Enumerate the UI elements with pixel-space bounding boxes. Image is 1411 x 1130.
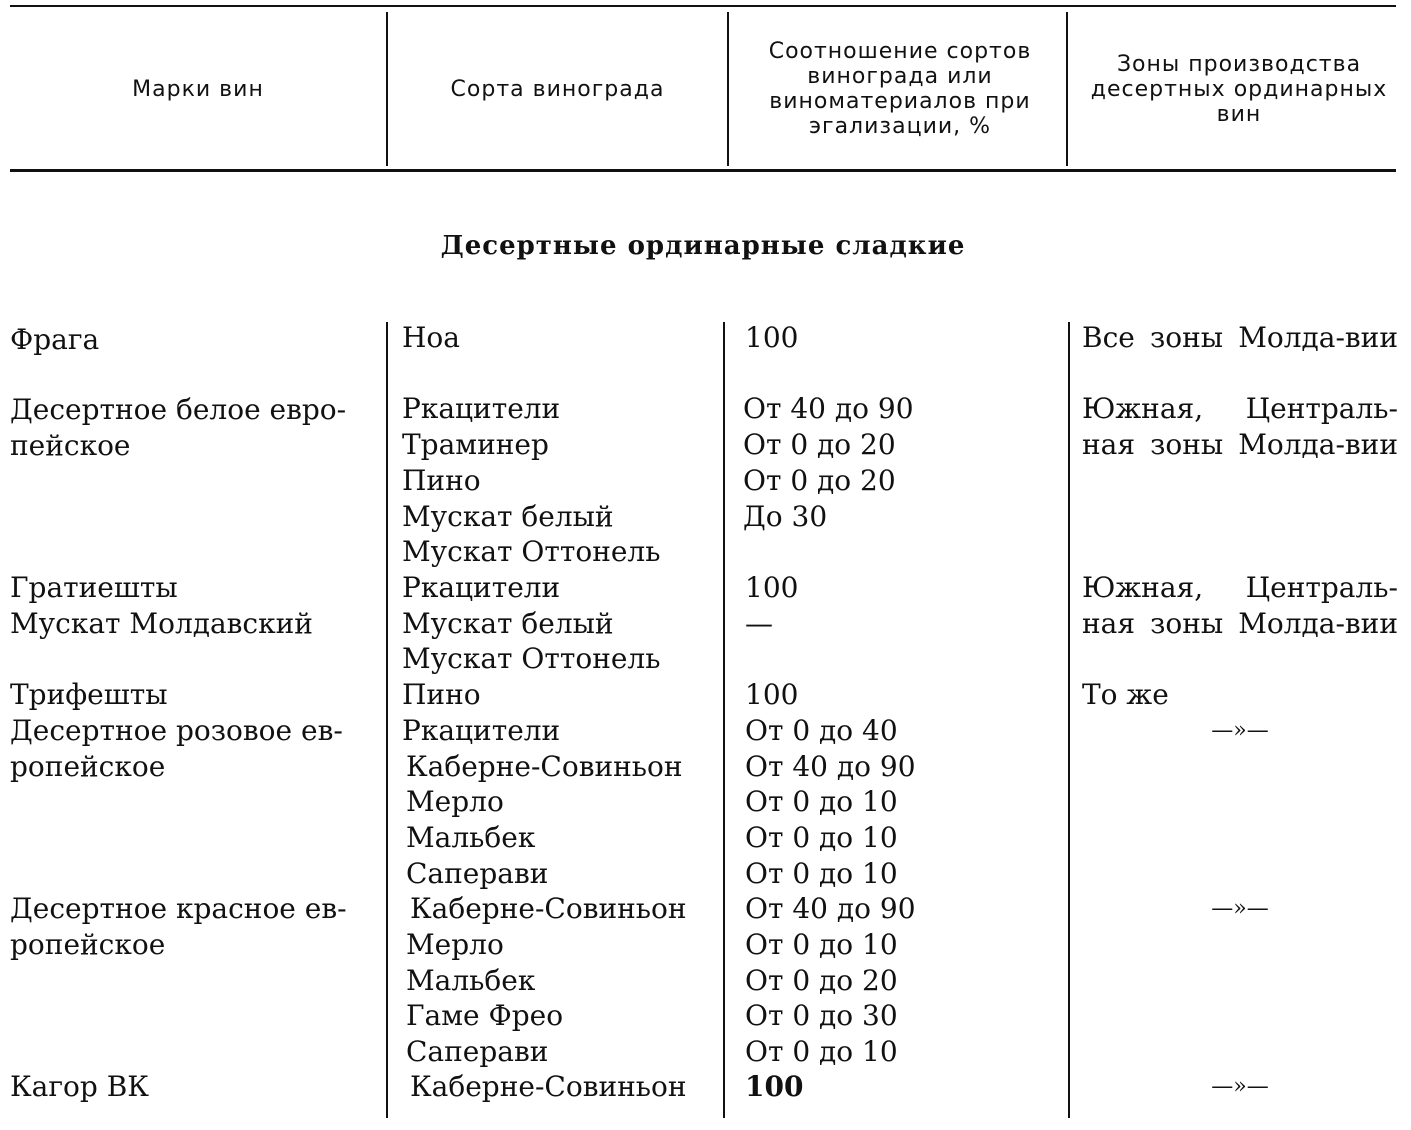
blend-ratio: —	[745, 607, 773, 640]
blend-ratio: От 0 до 40	[745, 714, 898, 747]
wine-mark-white-european-line2: пейское	[10, 429, 131, 462]
blend-ratio: От 0 до 30	[745, 999, 898, 1032]
blend-ratio: 100	[745, 321, 799, 354]
blend-ratio: От 0 до 10	[745, 821, 898, 854]
grape-variety: Мерло	[406, 928, 504, 961]
wine-mark-red-european-line1: Десертное красное ев-	[10, 892, 347, 925]
wine-mark-kagor-vk: Кагор ВК	[10, 1070, 149, 1103]
ditto-mark: —»—	[1211, 718, 1269, 743]
grape-variety: Ркацители	[402, 392, 561, 425]
header-bottom-rule	[10, 169, 1396, 172]
wine-mark-fraga: Фрага	[10, 323, 100, 356]
wine-mark-white-european-line1: Десертное белое евро-	[10, 393, 347, 426]
ditto-mark: —»—	[1211, 1074, 1269, 1099]
grape-variety: Каберне-Совиньон	[410, 892, 687, 925]
grape-variety: Пино	[402, 464, 481, 497]
grape-variety: Гаме Фрео	[406, 999, 564, 1032]
grape-variety: Ркацители	[402, 571, 561, 604]
grape-variety: Каберне-Совиньон	[406, 750, 683, 783]
grape-variety: Траминер	[402, 428, 549, 461]
wine-mark-gratieshty: Гратиешты	[10, 571, 178, 604]
blend-ratio: От 40 до 90	[745, 892, 916, 925]
wine-mark-rose-european-line2: ропейское	[10, 750, 166, 783]
grape-variety: Мальбек	[406, 821, 536, 854]
blend-ratio: От 0 до 20	[745, 964, 898, 997]
grape-variety: Мерло	[406, 785, 504, 818]
grape-variety: Ркацители	[402, 714, 561, 747]
section-title: Десертные ординарные сладкие	[440, 231, 966, 261]
header-divider-2	[727, 12, 729, 166]
blend-ratio: До 30	[743, 500, 828, 533]
grape-variety: Пино	[402, 678, 481, 711]
blend-ratio: От 0 до 20	[743, 428, 896, 461]
blend-ratio: От 40 до 90	[743, 392, 914, 425]
column-header-marks: Марки вин	[132, 76, 264, 102]
wine-mark-muscat-moldavian: Мускат Молдавский	[10, 607, 313, 640]
grape-variety: Ноа	[402, 321, 460, 354]
blend-ratio: От 0 до 10	[745, 1035, 898, 1068]
blend-ratio: 100	[745, 678, 799, 711]
blend-ratio: От 0 до 10	[745, 857, 898, 890]
grape-variety: Саперави	[406, 1035, 549, 1068]
blend-ratio: От 0 до 10	[745, 928, 898, 961]
production-zone: Южная, Централь-ная зоны Молда-вии	[1082, 392, 1398, 461]
wine-mark-trifeshty: Трифешты	[10, 678, 168, 711]
header-divider-1	[386, 12, 388, 166]
ditto-mark: —»—	[1211, 896, 1269, 921]
wine-mark-red-european-line2: ропейское	[10, 928, 166, 961]
body-divider-2	[723, 322, 725, 1118]
header-divider-3	[1066, 12, 1068, 166]
blend-ratio: 100	[745, 1070, 804, 1103]
column-header-ratio: Соотношение сортов винограда или виноматериалов при эгализации, %	[768, 39, 1032, 139]
grape-variety: Мальбек	[406, 964, 536, 997]
production-zone: Южная, Централь-ная зоны Молда-вии	[1082, 571, 1398, 640]
grape-variety: Мускат Оттонель	[402, 642, 661, 675]
grape-variety: Мускат Оттонель	[402, 535, 661, 568]
blend-ratio: От 40 до 90	[745, 750, 916, 783]
body-divider-3	[1068, 322, 1070, 1118]
blend-ratio: От 0 до 20	[743, 464, 896, 497]
blend-ratio: От 0 до 10	[745, 785, 898, 818]
column-header-grapes: Сорта винограда	[450, 76, 665, 102]
grape-variety: Мускат белый	[402, 500, 614, 533]
blend-ratio: 100	[745, 571, 799, 604]
wine-mark-rose-european-line1: Десертное розовое ев-	[10, 714, 343, 747]
body-divider-1	[386, 322, 388, 1118]
grape-variety: Мускат белый	[402, 607, 614, 640]
column-header-zones: Зоны производства десертных ординарных вин	[1090, 51, 1388, 127]
production-zone: Все зоны Молда-вии	[1082, 321, 1398, 354]
production-zone: То же	[1082, 678, 1169, 711]
grape-variety: Каберне-Совиньон	[410, 1070, 687, 1103]
grape-variety: Саперави	[406, 857, 549, 890]
table-top-rule	[10, 5, 1396, 7]
